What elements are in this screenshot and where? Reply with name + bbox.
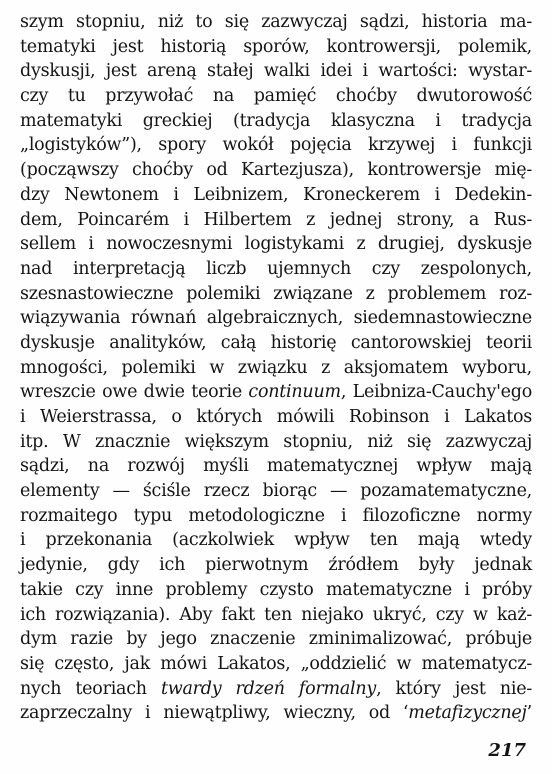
body-text — [20, 10, 532, 726]
text-line-5: matematyki greckiej (tradycja klasyczna i tradycja — [20, 110, 532, 131]
text-line-4: czy tu przywołać na pamięć choćby dwutorowość — [20, 86, 532, 107]
text-line-24: takie czy inne problemy czysto matematyczne i próby — [20, 579, 532, 600]
text-line-19: sądzi, na rozwój myśli matematycznej wpływ mają — [20, 456, 532, 477]
text-line-28 — [20, 677, 532, 702]
text-line-18: itp. W znacznie większym stopniu, niż się zazwyczaj — [20, 431, 532, 452]
text-line-12: szesnastowieczne polemiki związane z problemem roz- — [20, 283, 532, 304]
text-line-6: „logistyków”), spory wokół pojęcia krzywej i funkcji — [20, 135, 532, 156]
text-line-23: jedynie, gdy ich pierwotnym źródłem były jednak — [20, 555, 532, 576]
text-line-22: i przekonania (aczkolwiek wpływ ten mają wtedy — [20, 530, 532, 551]
text-line-7: (począwszy choćby od Kartezjusza), kontrowersje mię- — [20, 160, 532, 181]
text-line-28-italic: twardy rdzeń formalny — [160, 678, 377, 699]
text-line-14: dyskusje analityków, całą historię cantorowskiej teorii — [20, 332, 532, 353]
text-line-27: się często, jak mówi Lakatos, „oddzielić w matematycz- — [20, 653, 532, 674]
text-line-17: i Weierstrassa, o których mówili Robinson i Lakatos — [20, 407, 532, 427]
text-line-16-end: , Leibniza-Cauchy'ego — [340, 382, 532, 403]
text-line-1: szym stopniu, niż to się zazwyczaj sądzi, historia ma- — [20, 12, 532, 32]
text-line-16 — [20, 380, 532, 405]
text-line-3: dyskusji, jest areną stałej walki idei i wartości: wystar- — [20, 61, 532, 82]
text-line-11: nad interpretacją liczb ujemnych czy zespolonych, — [20, 258, 532, 279]
text-line-16-italic: continuum — [248, 382, 341, 403]
text-line-29-start: zaprzeczalny i niewątpliwy, wieczny, od ‘ — [20, 703, 409, 724]
text-line-21: rozmaitego typu metodologiczne i filozoficzne normy — [20, 505, 532, 526]
text-line-13: wiązywania równań algebraicznych, siedemnastowieczne — [20, 308, 532, 329]
page-number: 217 — [488, 740, 526, 761]
text-line-25: ich rozwiązania). Aby fakt ten niejako ukryć, czy w każ- — [20, 604, 532, 625]
text-line-29 — [20, 701, 532, 726]
text-line-16-start: wreszcie owe dwie teorie — [20, 382, 249, 403]
text-line-20: elementy — ściśle rzecz biorąc — pozamatematyczne, — [20, 481, 532, 502]
text-line-2: tematyki jest historią sporów, kontrowersji, polemik, — [20, 36, 532, 57]
text-line-29-end: ’ — [526, 703, 532, 724]
text-line-10: sellem i nowoczesnymi logistykami z drugiej, dyskusje — [20, 234, 532, 255]
text-line-15: mnogości, polemiki w związku z aksjomatem wyboru, — [20, 357, 532, 378]
text-line-29-italic: metafizycznej — [408, 703, 527, 724]
text-line-28-end: , który jest nie- — [376, 678, 533, 699]
text-line-9: dem, Poincarém i Hilbertem z jednej strony, a Rus- — [20, 209, 532, 230]
text-line-28-start: nych teoriach — [20, 678, 161, 699]
text-line-8: dzy Newtonem i Leibnizem, Kroneckerem i Dedekin- — [20, 184, 532, 205]
text-line-26: dym razie by jego znaczenie zminimalizować, próbuje — [20, 629, 532, 650]
